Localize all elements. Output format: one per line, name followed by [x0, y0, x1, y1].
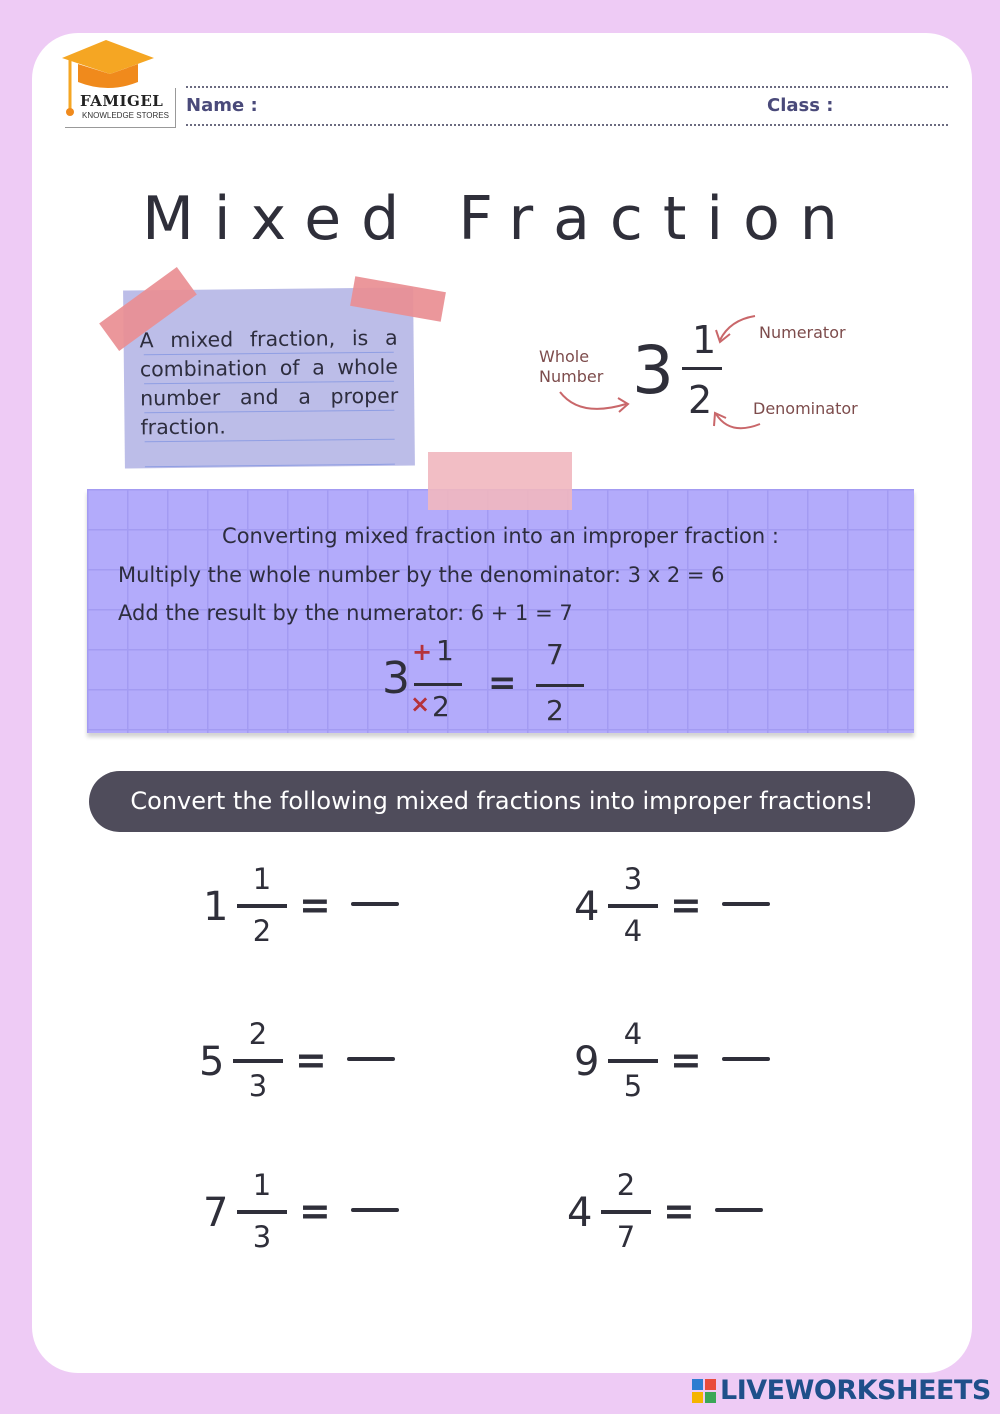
exercise-answer-blank[interactable] — [351, 902, 399, 906]
denominator-label: Denominator — [753, 399, 858, 418]
diagram-numerator: 1 — [692, 318, 717, 362]
definition-line-1: A mixed fraction, is a — [139, 325, 398, 353]
exercise-whole: 1 — [203, 884, 229, 930]
definition-line-2: combination of a whole — [139, 354, 399, 382]
exercise-equals: = — [295, 1038, 327, 1082]
exercise-denominator: 5 — [623, 1069, 643, 1103]
exercise-fraction-bar — [601, 1210, 651, 1214]
exercise-numerator: 3 — [623, 862, 643, 896]
header-top-rule — [186, 86, 948, 88]
exercise-denominator: 7 — [616, 1220, 636, 1254]
exercise-denominator: 3 — [252, 1220, 272, 1254]
whole-label-line-1: Whole — [539, 347, 590, 366]
diagram-denominator: 2 — [688, 378, 713, 422]
whole-label-line-2: Number — [539, 367, 604, 386]
exercise-fraction-bar — [237, 1210, 287, 1214]
definition-line-3: number and a proper — [140, 383, 399, 411]
exercise-fraction-bar — [608, 1059, 658, 1063]
example-result-denominator: 2 — [546, 694, 564, 727]
conversion-step-1: Multiply the whole number by the denominator: 3 x 2 = 6 — [118, 563, 725, 587]
exercise-denominator: 3 — [248, 1069, 268, 1103]
exercise-answer-blank[interactable] — [347, 1057, 395, 1061]
conversion-heading: Converting mixed fraction into an improper fraction : — [222, 524, 779, 548]
multiply-icon: × — [410, 690, 431, 718]
exercise-whole: 9 — [574, 1039, 600, 1085]
exercise-numerator: 4 — [623, 1017, 643, 1051]
exercise-numerator: 2 — [248, 1017, 268, 1051]
example-result-numerator: 7 — [546, 638, 564, 671]
exercise-item — [203, 862, 463, 962]
exercise-whole: 7 — [203, 1190, 229, 1236]
exercise-answer-blank[interactable] — [351, 1208, 399, 1212]
plus-icon: + — [412, 638, 433, 666]
exercise-equals: = — [663, 1189, 695, 1233]
exercise-numerator: 2 — [616, 1168, 636, 1202]
watermark-text: LIVEWORKSHEETS — [720, 1375, 991, 1406]
exercise-answer-blank[interactable] — [722, 1057, 770, 1061]
example-fraction-bar — [414, 683, 462, 686]
logo-subtitle: KNOWLEDGE STORES — [82, 111, 169, 120]
example-numerator: 1 — [436, 634, 454, 667]
exercise-answer-blank[interactable] — [722, 902, 770, 906]
exercise-denominator: 4 — [623, 914, 643, 948]
page-title: Mixed Fraction — [142, 184, 858, 254]
liveworksheets-logo-icon — [692, 1379, 716, 1403]
exercise-item — [574, 862, 834, 962]
example-equals: = — [488, 663, 517, 703]
exercise-equals: = — [670, 1038, 702, 1082]
exercise-whole: 4 — [574, 884, 600, 930]
exercise-item — [574, 1017, 834, 1117]
instruction-banner: Convert the following mixed fractions into improper fractions! — [89, 771, 915, 832]
diagram-whole-number: 3 — [632, 332, 674, 409]
logo-name: FAMIGEL — [80, 92, 164, 110]
definition-text — [139, 324, 398, 443]
example-result-bar — [536, 684, 584, 687]
exercise-answer-blank[interactable] — [715, 1208, 763, 1212]
numerator-label: Numerator — [759, 323, 846, 342]
exercise-whole: 5 — [199, 1039, 225, 1085]
header-bottom-rule — [186, 124, 948, 126]
exercise-fraction-bar — [608, 904, 658, 908]
definition-line-4: fraction. — [140, 414, 226, 440]
exercise-numerator: 1 — [252, 862, 272, 896]
exercise-fraction-bar — [233, 1059, 283, 1063]
exercise-equals: = — [670, 883, 702, 927]
exercise-item — [199, 1017, 459, 1117]
name-label: Name : — [186, 95, 258, 116]
example-whole: 3 — [382, 653, 410, 704]
exercise-equals: = — [299, 883, 331, 927]
exercise-numerator: 1 — [252, 1168, 272, 1202]
famigel-logo — [58, 38, 176, 130]
diagram-arrows-icon — [550, 300, 870, 440]
exercise-fraction-bar — [237, 904, 287, 908]
exercise-whole: 4 — [567, 1190, 593, 1236]
conversion-step-2: Add the result by the numerator: 6 + 1 = 7 — [118, 601, 573, 625]
exercise-item — [203, 1168, 463, 1268]
exercise-equals: = — [299, 1189, 331, 1233]
exercise-denominator: 2 — [252, 914, 272, 948]
exercise-item — [567, 1168, 827, 1268]
class-label: Class : — [767, 95, 834, 116]
tape-strip — [428, 452, 572, 510]
example-denominator: 2 — [432, 690, 450, 723]
